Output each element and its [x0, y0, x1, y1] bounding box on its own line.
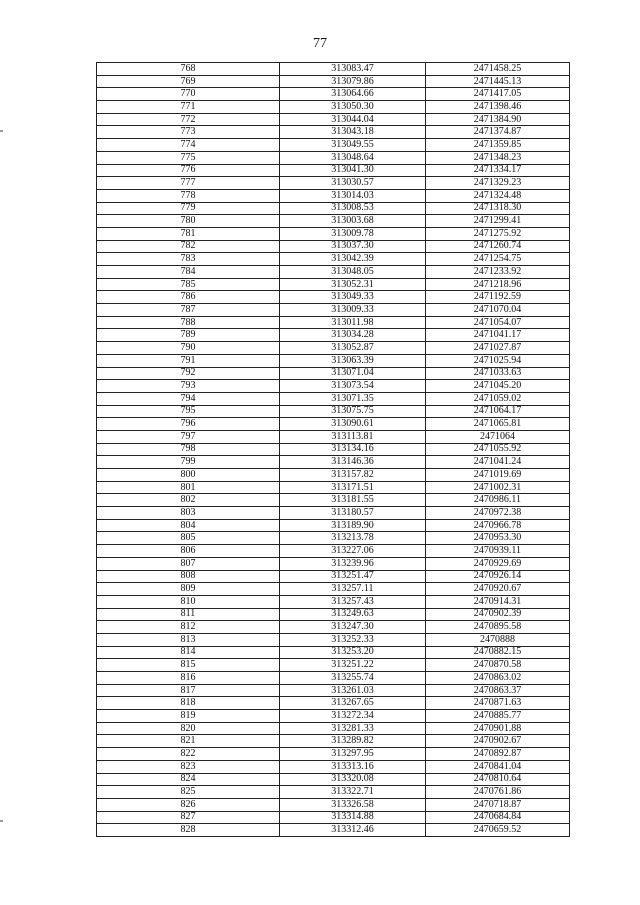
x-coordinate-cell: 313251.47: [280, 570, 426, 583]
table-row: [97, 177, 570, 190]
table-row: [97, 266, 570, 279]
y-coordinate-cell: 2470892.87: [426, 748, 570, 761]
point-number-cell: 809: [97, 583, 280, 596]
y-coordinate-cell: 2470810.64: [426, 773, 570, 786]
x-coordinate-cell: 313050.30: [280, 101, 426, 114]
point-number-cell: 790: [97, 342, 280, 355]
point-number-cell: 784: [97, 266, 280, 279]
y-coordinate-cell: 2470684.84: [426, 811, 570, 824]
point-number-cell: 779: [97, 202, 280, 215]
y-coordinate-cell: 2470659.52: [426, 824, 570, 837]
x-coordinate-cell: 313030.57: [280, 177, 426, 190]
y-coordinate-cell: 2471275.92: [426, 227, 570, 240]
x-coordinate-cell: 313180.57: [280, 507, 426, 520]
table-row: [97, 101, 570, 114]
x-coordinate-cell: 313063.39: [280, 354, 426, 367]
y-coordinate-cell: 2471065.81: [426, 418, 570, 431]
y-coordinate-cell: 2471348.23: [426, 151, 570, 164]
point-number-cell: 787: [97, 304, 280, 317]
y-coordinate-cell: 2471033.63: [426, 367, 570, 380]
point-number-cell: 791: [97, 354, 280, 367]
table-row: [97, 113, 570, 126]
table-row: [97, 545, 570, 558]
table-row: [97, 811, 570, 824]
x-coordinate-cell: 313064.66: [280, 88, 426, 101]
x-coordinate-cell: 313073.54: [280, 380, 426, 393]
table-row: [97, 304, 570, 317]
x-coordinate-cell: 313322.71: [280, 786, 426, 799]
x-coordinate-cell: 313037.30: [280, 240, 426, 253]
table-row: [97, 278, 570, 291]
table-row: [97, 697, 570, 710]
x-coordinate-cell: 313255.74: [280, 672, 426, 685]
y-coordinate-cell: 2471059.02: [426, 392, 570, 405]
point-number-cell: 788: [97, 316, 280, 329]
table-row: [97, 316, 570, 329]
y-coordinate-cell: 2470895.58: [426, 621, 570, 634]
x-coordinate-cell: 313261.03: [280, 684, 426, 697]
y-coordinate-cell: 2470871.63: [426, 697, 570, 710]
point-number-cell: 807: [97, 557, 280, 570]
table-row: [97, 633, 570, 646]
point-number-cell: 798: [97, 443, 280, 456]
x-coordinate-cell: 313313.16: [280, 760, 426, 773]
table-row: [97, 710, 570, 723]
point-number-cell: 812: [97, 621, 280, 634]
point-number-cell: 802: [97, 494, 280, 507]
point-number-cell: 783: [97, 253, 280, 266]
point-number-cell: 773: [97, 126, 280, 139]
point-number-cell: 822: [97, 748, 280, 761]
point-number-cell: 769: [97, 75, 280, 88]
table-row: [97, 380, 570, 393]
y-coordinate-cell: 2471019.69: [426, 469, 570, 482]
point-number-cell: 826: [97, 798, 280, 811]
x-coordinate-cell: 313289.82: [280, 735, 426, 748]
point-number-cell: 823: [97, 760, 280, 773]
x-coordinate-cell: 313009.78: [280, 227, 426, 240]
table-row: [97, 164, 570, 177]
table-row: [97, 659, 570, 672]
point-number-cell: 827: [97, 811, 280, 824]
table-row: [97, 227, 570, 240]
point-number-cell: 776: [97, 164, 280, 177]
table-row: [97, 583, 570, 596]
table-row: [97, 748, 570, 761]
point-number-cell: 777: [97, 177, 280, 190]
y-coordinate-cell: 2470972.38: [426, 507, 570, 520]
x-coordinate-cell: 313003.68: [280, 215, 426, 228]
table-row: [97, 63, 570, 76]
table-row: [97, 570, 570, 583]
table-row: [97, 443, 570, 456]
x-coordinate-cell: 313052.87: [280, 342, 426, 355]
coordinate-table: [96, 62, 570, 837]
x-coordinate-cell: 313113.81: [280, 430, 426, 443]
table-row: [97, 735, 570, 748]
table-row: [97, 519, 570, 532]
table-row: [97, 126, 570, 139]
x-coordinate-cell: 313008.53: [280, 202, 426, 215]
coordinate-table-body: [97, 63, 570, 837]
y-coordinate-cell: 2470761.86: [426, 786, 570, 799]
table-row: [97, 253, 570, 266]
point-number-cell: 820: [97, 722, 280, 735]
page-number: 77: [313, 36, 327, 51]
y-coordinate-cell: 2471070.04: [426, 304, 570, 317]
point-number-cell: 806: [97, 545, 280, 558]
point-number-cell: 782: [97, 240, 280, 253]
x-coordinate-cell: 313075.75: [280, 405, 426, 418]
point-number-cell: 803: [97, 507, 280, 520]
y-coordinate-cell: 2470929.69: [426, 557, 570, 570]
point-number-cell: 775: [97, 151, 280, 164]
x-coordinate-cell: 313239.96: [280, 557, 426, 570]
x-coordinate-cell: 313048.64: [280, 151, 426, 164]
point-number-cell: 816: [97, 672, 280, 685]
x-coordinate-cell: 313267.65: [280, 697, 426, 710]
x-coordinate-cell: 313314.88: [280, 811, 426, 824]
table-row: [97, 405, 570, 418]
x-coordinate-cell: 313049.33: [280, 291, 426, 304]
y-coordinate-cell: 2471027.87: [426, 342, 570, 355]
table-row: [97, 507, 570, 520]
point-number-cell: 805: [97, 532, 280, 545]
x-coordinate-cell: 313044.04: [280, 113, 426, 126]
x-coordinate-cell: 313227.06: [280, 545, 426, 558]
table-row: [97, 684, 570, 697]
table-row: [97, 392, 570, 405]
point-number-cell: 815: [97, 659, 280, 672]
left-edge-mark-top: [0, 130, 3, 132]
y-coordinate-cell: 2470863.02: [426, 672, 570, 685]
y-coordinate-cell: 2471374.87: [426, 126, 570, 139]
y-coordinate-cell: 2470841.04: [426, 760, 570, 773]
x-coordinate-cell: 313312.46: [280, 824, 426, 837]
x-coordinate-cell: 313213.78: [280, 532, 426, 545]
x-coordinate-cell: 313011.98: [280, 316, 426, 329]
table-row: [97, 367, 570, 380]
y-coordinate-cell: 2470882.15: [426, 646, 570, 659]
point-number-cell: 824: [97, 773, 280, 786]
table-row: [97, 139, 570, 152]
y-coordinate-cell: 2471299.41: [426, 215, 570, 228]
y-coordinate-cell: 2471041.17: [426, 329, 570, 342]
y-coordinate-cell: 2470986.11: [426, 494, 570, 507]
y-coordinate-cell: 2470885.77: [426, 710, 570, 723]
point-number-cell: 825: [97, 786, 280, 799]
y-coordinate-cell: 2471025.94: [426, 354, 570, 367]
y-coordinate-cell: 2471254.75: [426, 253, 570, 266]
y-coordinate-cell: 2471398.46: [426, 101, 570, 114]
table-row: [97, 354, 570, 367]
table-row: [97, 722, 570, 735]
table-row: [97, 418, 570, 431]
table-row: [97, 88, 570, 101]
y-coordinate-cell: 2470953.30: [426, 532, 570, 545]
point-number-cell: 785: [97, 278, 280, 291]
y-coordinate-cell: 2470901.88: [426, 722, 570, 735]
point-number-cell: 821: [97, 735, 280, 748]
point-number-cell: 819: [97, 710, 280, 723]
x-coordinate-cell: 313171.51: [280, 481, 426, 494]
point-number-cell: 781: [97, 227, 280, 240]
x-coordinate-cell: 313014.03: [280, 189, 426, 202]
x-coordinate-cell: 313041.30: [280, 164, 426, 177]
y-coordinate-cell: 2471324.48: [426, 189, 570, 202]
x-coordinate-cell: 313272.34: [280, 710, 426, 723]
x-coordinate-cell: 313043.18: [280, 126, 426, 139]
table-row: [97, 557, 570, 570]
table-row: [97, 760, 570, 773]
x-coordinate-cell: 313297.95: [280, 748, 426, 761]
point-number-cell: 804: [97, 519, 280, 532]
point-number-cell: 797: [97, 430, 280, 443]
point-number-cell: 792: [97, 367, 280, 380]
x-coordinate-cell: 313052.31: [280, 278, 426, 291]
table-row: [97, 621, 570, 634]
table-row: [97, 469, 570, 482]
table-row: [97, 329, 570, 342]
y-coordinate-cell: 2471384.90: [426, 113, 570, 126]
table-row: [97, 532, 570, 545]
y-coordinate-cell: 2470939.11: [426, 545, 570, 558]
x-coordinate-cell: 313146.36: [280, 456, 426, 469]
table-row: [97, 189, 570, 202]
y-coordinate-cell: 2471218.96: [426, 278, 570, 291]
x-coordinate-cell: 313048.05: [280, 266, 426, 279]
table-row: [97, 646, 570, 659]
point-number-cell: 786: [97, 291, 280, 304]
table-row: [97, 608, 570, 621]
point-number-cell: 800: [97, 469, 280, 482]
x-coordinate-cell: 313134.16: [280, 443, 426, 456]
point-number-cell: 799: [97, 456, 280, 469]
y-coordinate-cell: 2471064.17: [426, 405, 570, 418]
x-coordinate-cell: 313253.20: [280, 646, 426, 659]
table-row: [97, 481, 570, 494]
point-number-cell: 818: [97, 697, 280, 710]
y-coordinate-cell: 2471002.31: [426, 481, 570, 494]
y-coordinate-cell: 2470870.58: [426, 659, 570, 672]
y-coordinate-cell: 2471445.13: [426, 75, 570, 88]
point-number-cell: 796: [97, 418, 280, 431]
point-number-cell: 789: [97, 329, 280, 342]
x-coordinate-cell: 313326.58: [280, 798, 426, 811]
table-row: [97, 291, 570, 304]
x-coordinate-cell: 313181.55: [280, 494, 426, 507]
point-number-cell: 794: [97, 392, 280, 405]
y-coordinate-cell: 2471359.85: [426, 139, 570, 152]
x-coordinate-cell: 313189.90: [280, 519, 426, 532]
x-coordinate-cell: 313042.39: [280, 253, 426, 266]
table-row: [97, 595, 570, 608]
point-number-cell: 778: [97, 189, 280, 202]
table-row: [97, 342, 570, 355]
table-row: [97, 824, 570, 837]
table-row: [97, 75, 570, 88]
point-number-cell: 774: [97, 139, 280, 152]
point-number-cell: 813: [97, 633, 280, 646]
y-coordinate-cell: 2471417.05: [426, 88, 570, 101]
x-coordinate-cell: 313083.47: [280, 63, 426, 76]
point-number-cell: 770: [97, 88, 280, 101]
point-number-cell: 808: [97, 570, 280, 583]
y-coordinate-cell: 2471192.59: [426, 291, 570, 304]
table-row: [97, 672, 570, 685]
x-coordinate-cell: 313257.11: [280, 583, 426, 596]
x-coordinate-cell: 313249.63: [280, 608, 426, 621]
x-coordinate-cell: 313079.86: [280, 75, 426, 88]
point-number-cell: 772: [97, 113, 280, 126]
y-coordinate-cell: 2470718.87: [426, 798, 570, 811]
y-coordinate-cell: 2471329.23: [426, 177, 570, 190]
y-coordinate-cell: 2471458.25: [426, 63, 570, 76]
y-coordinate-cell: 2470966.78: [426, 519, 570, 532]
y-coordinate-cell: 2471054.07: [426, 316, 570, 329]
x-coordinate-cell: 313252.33: [280, 633, 426, 646]
y-coordinate-cell: 2471334.17: [426, 164, 570, 177]
y-coordinate-cell: 2471064: [426, 430, 570, 443]
x-coordinate-cell: 313009.33: [280, 304, 426, 317]
point-number-cell: 801: [97, 481, 280, 494]
x-coordinate-cell: 313251.22: [280, 659, 426, 672]
y-coordinate-cell: 2470863.37: [426, 684, 570, 697]
x-coordinate-cell: 313257.43: [280, 595, 426, 608]
y-coordinate-cell: 2470888: [426, 633, 570, 646]
point-number-cell: 771: [97, 101, 280, 114]
x-coordinate-cell: 313157.82: [280, 469, 426, 482]
point-number-cell: 795: [97, 405, 280, 418]
point-number-cell: 793: [97, 380, 280, 393]
table-row: [97, 786, 570, 799]
y-coordinate-cell: 2470914.31: [426, 595, 570, 608]
y-coordinate-cell: 2471233.92: [426, 266, 570, 279]
x-coordinate-cell: 313090.61: [280, 418, 426, 431]
y-coordinate-cell: 2471055.92: [426, 443, 570, 456]
x-coordinate-cell: 313034.28: [280, 329, 426, 342]
table-row: [97, 202, 570, 215]
table-row: [97, 430, 570, 443]
x-coordinate-cell: 313281.33: [280, 722, 426, 735]
point-number-cell: 768: [97, 63, 280, 76]
point-number-cell: 780: [97, 215, 280, 228]
table-row: [97, 151, 570, 164]
table-row: [97, 456, 570, 469]
point-number-cell: 817: [97, 684, 280, 697]
x-coordinate-cell: 313071.35: [280, 392, 426, 405]
table-row: [97, 494, 570, 507]
table-row: [97, 215, 570, 228]
y-coordinate-cell: 2470926.14: [426, 570, 570, 583]
table-row: [97, 240, 570, 253]
x-coordinate-cell: 313247.30: [280, 621, 426, 634]
y-coordinate-cell: 2471318.30: [426, 202, 570, 215]
y-coordinate-cell: 2470902.39: [426, 608, 570, 621]
point-number-cell: 814: [97, 646, 280, 659]
left-edge-mark-bottom: [0, 820, 3, 822]
point-number-cell: 811: [97, 608, 280, 621]
point-number-cell: 828: [97, 824, 280, 837]
y-coordinate-cell: 2471260.74: [426, 240, 570, 253]
x-coordinate-cell: 313071.04: [280, 367, 426, 380]
x-coordinate-cell: 313049.55: [280, 139, 426, 152]
y-coordinate-cell: 2471041.24: [426, 456, 570, 469]
y-coordinate-cell: 2470902.67: [426, 735, 570, 748]
y-coordinate-cell: 2471045.20: [426, 380, 570, 393]
table-row: [97, 773, 570, 786]
point-number-cell: 810: [97, 595, 280, 608]
y-coordinate-cell: 2470920.67: [426, 583, 570, 596]
x-coordinate-cell: 313320.08: [280, 773, 426, 786]
table-row: [97, 798, 570, 811]
